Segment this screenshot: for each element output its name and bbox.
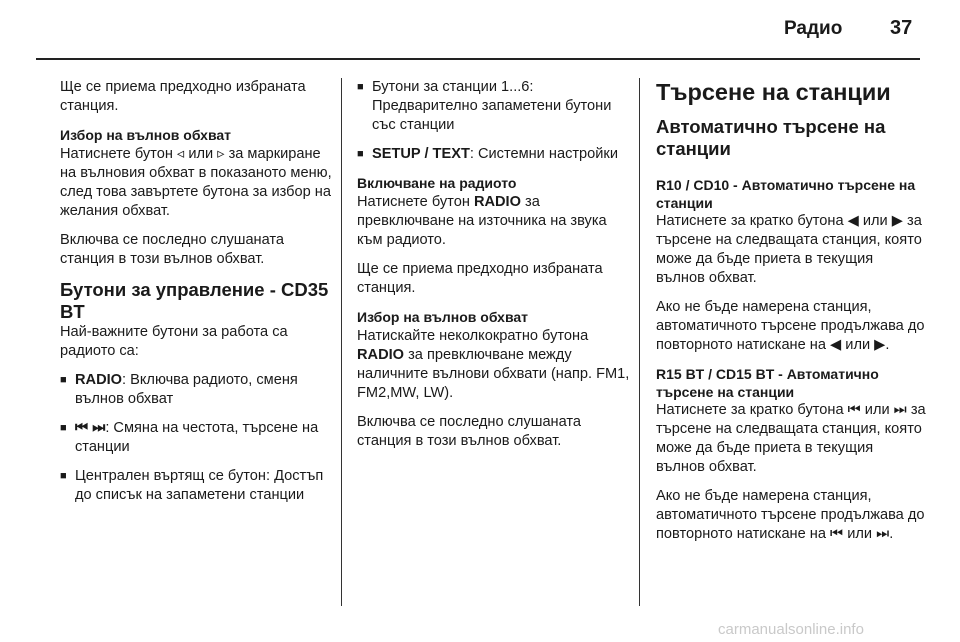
paragraph: Натиснете за кратко бутона ⏮ или ⏭ за търсене на следващата станция, която може да бъде приета в текущия вълнов обхват. xyxy=(656,402,926,475)
subheading-band: Избор на вълнов обхват xyxy=(60,127,232,143)
paragraph xyxy=(357,327,632,403)
list-text: Централен въртящ се бутон: Достъп до списък на запаметени станции xyxy=(75,468,324,503)
paragraph: Натиснете бутон ◃ или ▹ за маркиране на вълновия обхват в показаното меню, след това завъртете бутона за избор на желания обхват. xyxy=(60,146,332,219)
list-item xyxy=(357,78,632,135)
page-number: 37 xyxy=(890,17,913,39)
paragraph: Включва се последно слушаната станция в този вълнов обхват. xyxy=(357,414,582,449)
list-item xyxy=(60,419,332,457)
list-text: : Включва радиото, сменя вълнов обхват xyxy=(75,372,298,407)
heading-controls: Бутони за управление - CD35 BT xyxy=(60,279,329,322)
paragraph: Ако не бъде намерена станция, автоматичното търсене продължава до повторното натискане на ◀ или ▶. xyxy=(656,299,925,353)
key-label: SETUP / TEXT xyxy=(372,146,470,162)
paragraph: Ще се приема предходно избраната станция. xyxy=(60,79,306,114)
column-2 xyxy=(357,78,632,461)
paragraph: Натиснете за кратко бутона ◀ или ▶ за търсене на следващата станция, която може да бъде приета в текущия вълнов обхват. xyxy=(656,213,922,286)
page-header-title: Радио xyxy=(784,18,843,39)
paragraph: Ще се приема предходно избраната станция. xyxy=(357,261,603,296)
text: за превключване на източника на звука към радиото. xyxy=(357,194,607,248)
text: за превключване между наличните вълнови обхвати (напр. FM1, FM2,MW, LW). xyxy=(357,347,630,401)
subheading-r10: R10 / CD10 - Автоматично търсене на станции xyxy=(656,177,916,211)
key-label: RADIO xyxy=(473,194,521,210)
column-divider-2 xyxy=(639,78,640,606)
paragraph xyxy=(357,193,632,250)
header-rule xyxy=(36,58,920,60)
subheading-on: Включване на радиото xyxy=(357,175,517,191)
text: Натиснете бутон xyxy=(357,194,474,210)
column-3 xyxy=(656,78,926,554)
subheading-band: Избор на вълнов обхват xyxy=(357,309,529,325)
heading-auto-search: Автоматично търсене на станции xyxy=(656,116,886,159)
list-item xyxy=(357,145,632,164)
list-text: : Смяна на честота, търсене на станции xyxy=(75,420,319,455)
key-label: RADIO xyxy=(357,347,405,363)
paragraph: Най-важните бутони за работа са радиото са: xyxy=(60,324,288,359)
list-item xyxy=(60,467,332,505)
column-1 xyxy=(60,78,332,515)
watermark: carmanualsonline.info xyxy=(718,621,864,638)
list-item xyxy=(60,371,332,409)
list-text: : Системни настройки xyxy=(469,146,618,162)
subheading-r15: R15 BT / CD15 BT - Автоматично търсене на станции xyxy=(656,366,879,400)
paragraph: Включва се последно слушаната станция в този вълнов обхват. xyxy=(60,232,285,267)
column-divider-1 xyxy=(341,78,342,606)
paragraph: Ако не бъде намерена станция, автоматичното търсене продължава до повторното натискане на ⏮ или ⏭. xyxy=(656,488,925,542)
key-label: RADIO xyxy=(75,372,123,388)
key-label: ⏮ ⏭ xyxy=(75,420,106,436)
section-heading: Търсене на станции xyxy=(656,79,891,105)
list-text: Бутони за станции 1...6: Предварително запаметени бутони със станции xyxy=(372,79,612,133)
text: Натискайте неколкократно бутона xyxy=(357,328,589,344)
